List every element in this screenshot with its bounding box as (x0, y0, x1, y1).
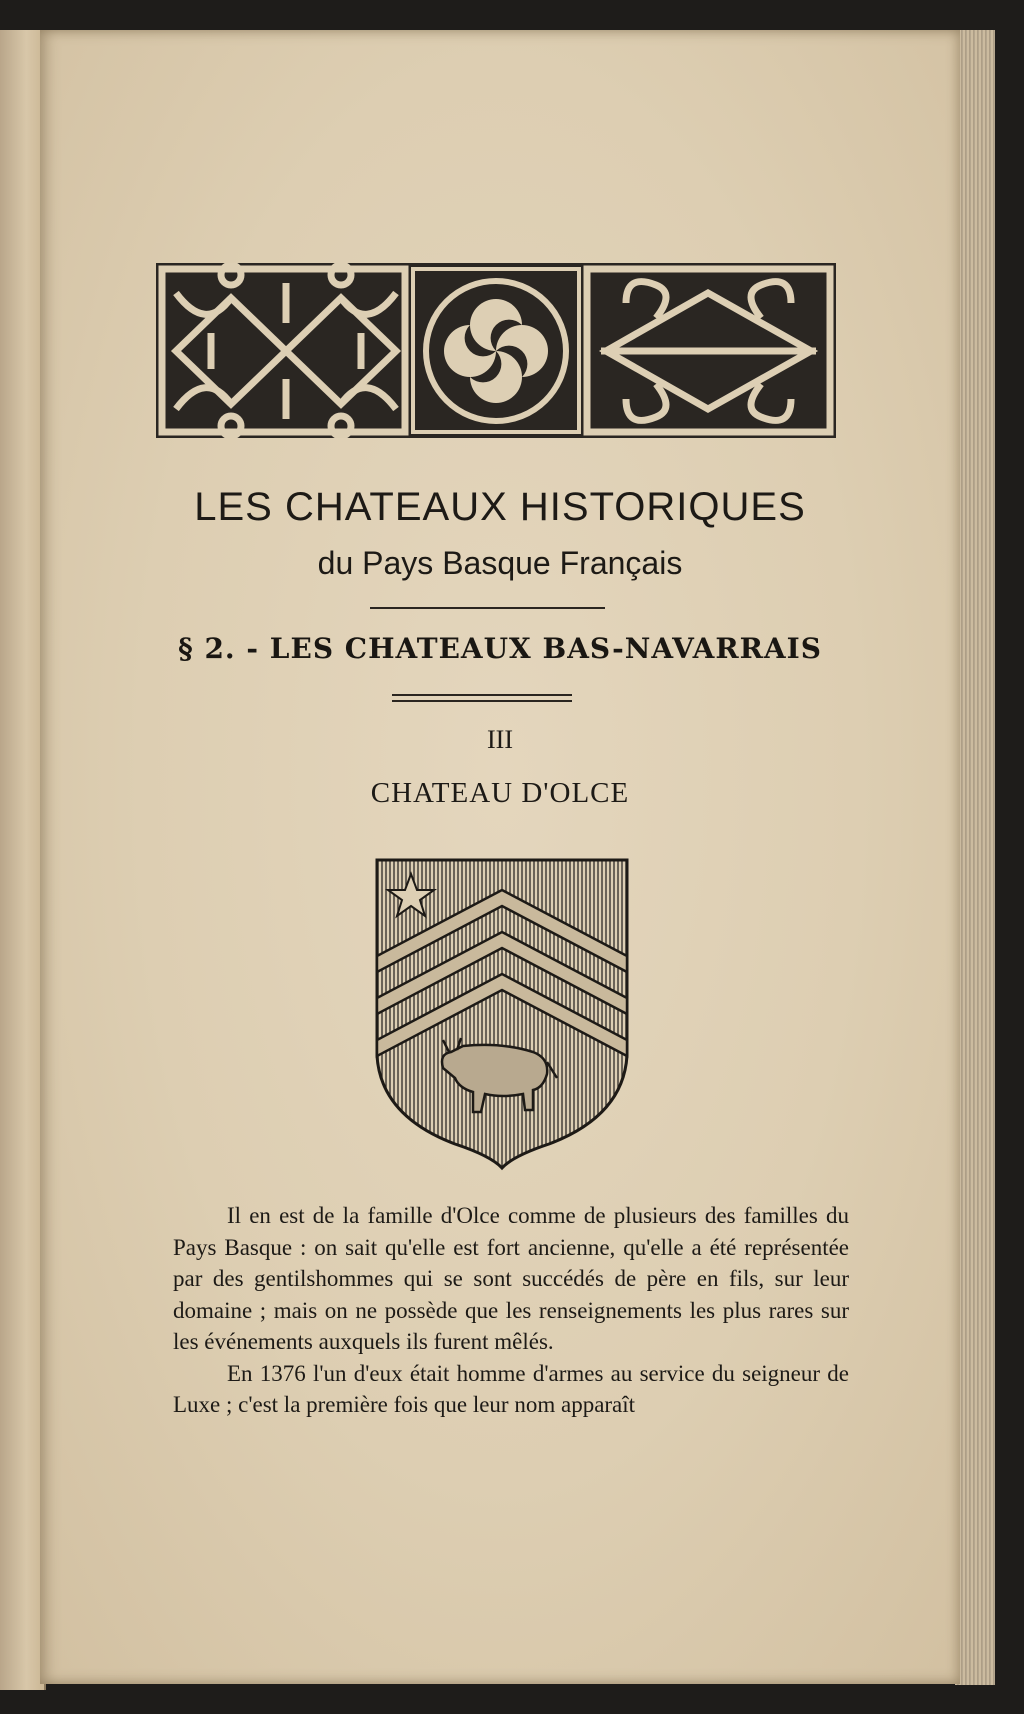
paragraph-1: Il en est de la famille d'Olce comme de plusieurs des familles du Pays Basque : on sait qu'elle est fort ancienne, qu'elle a été représentée par des gentilshommes qui se sont succédés de père en fils, sur leur domaine ; mais on ne possède que les renseignements les plus rares sur les événements auxquels ils furent mêlés. (173, 1203, 849, 1354)
book-title: LES CHATEAUX HISTORIQUES (194, 485, 806, 529)
olce-coat-of-arms-icon (373, 856, 631, 1172)
body-text (173, 1200, 849, 1421)
section-divider-bottom (392, 700, 572, 702)
chapter-number: III (487, 725, 513, 754)
title-divider (370, 607, 605, 609)
book-subtitle: du Pays Basque Français (317, 545, 683, 581)
section-heading: § 2. - LES CHATEAUX BAS-NAVARRAIS (178, 632, 822, 665)
book-page (40, 30, 960, 1684)
page-stack-edge (955, 30, 995, 1685)
paragraph-2: En 1376 l'un d'eux était homme d'armes au service du seigneur de Luxe ; c'est la première fois que leur nom apparaît (173, 1360, 849, 1417)
lauburu-ornament-icon (156, 263, 836, 438)
chapter-title: CHATEAU D'OLCE (370, 777, 630, 809)
section-divider-top (392, 694, 572, 696)
